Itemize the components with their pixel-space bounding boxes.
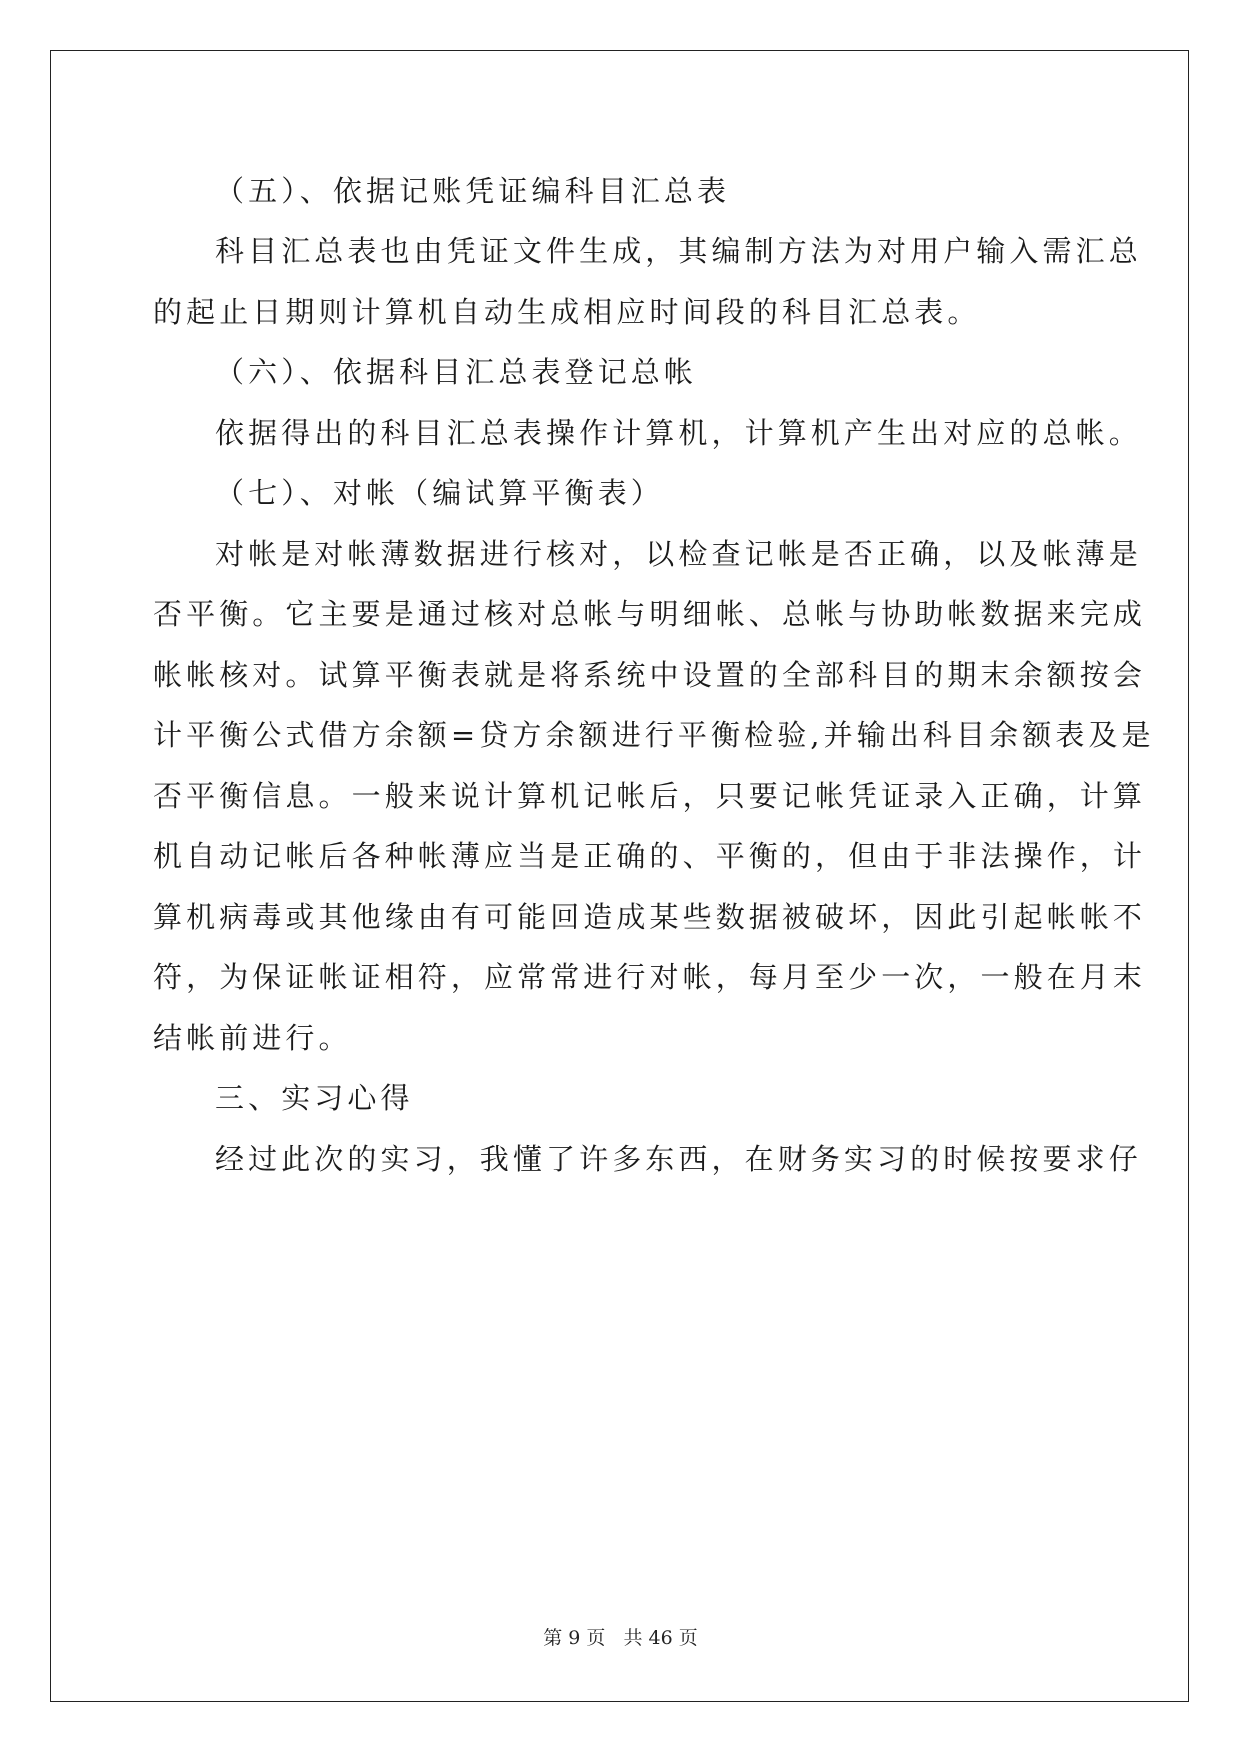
paragraph-line: 否平衡信息。一般来说计算机记帐后，只要记帐凭证录入正确，计算 <box>153 779 1147 813</box>
page-number: 第 9 页 <box>543 1627 606 1649</box>
page-total: 共 46 页 <box>623 1627 698 1649</box>
section-heading-7: （七）、对帐（编试算平衡表） <box>215 476 664 510</box>
paragraph-line: 计平衡公式借方余额=贷方余额进行平衡检验,并输出科目余额表及是 <box>153 718 1155 752</box>
section-heading-6: （六）、依据科目汇总表登记总帐 <box>215 355 698 389</box>
paragraph-line: 经过此次的实习，我懂了许多东西，在财务实习的时候按要求仔 <box>215 1142 1142 1176</box>
paragraph-line: 结帐前进行。 <box>153 1021 352 1055</box>
paragraph-line: 的起止日期则计算机自动生成相应时间段的科目汇总表。 <box>153 295 981 329</box>
paragraph-line: 符，为保证帐证相符，应常常进行对帐，每月至少一次，一般在月末 <box>153 960 1147 994</box>
paragraph-line: 依据得出的科目汇总表操作计算机，计算机产生出对应的总帐。 <box>215 416 1142 450</box>
paragraph-line: 对帐是对帐薄数据进行核对，以检查记帐是否正确，以及帐薄是 <box>215 537 1142 571</box>
section-heading-5: （五）、依据记账凭证编科目汇总表 <box>215 174 731 208</box>
paragraph-line: 帐帐核对。试算平衡表就是将系统中设置的全部科目的期末余额按会 <box>153 658 1147 692</box>
paragraph-line: 机自动记帐后各种帐薄应当是正确的、平衡的，但由于非法操作，计 <box>153 839 1147 873</box>
paragraph-line: 科目汇总表也由凭证文件生成，其编制方法为对用户输入需汇总 <box>215 234 1142 268</box>
section-heading-3: 三、实习心得 <box>215 1081 414 1115</box>
paragraph-line: 否平衡。它主要是通过核对总帐与明细帐、总帐与协助帐数据来完成 <box>153 597 1147 631</box>
paragraph-line: 算机病毒或其他缘由有可能回造成某些数据被破坏，因此引起帐帐不 <box>153 900 1147 934</box>
page-footer <box>0 1623 1241 1650</box>
